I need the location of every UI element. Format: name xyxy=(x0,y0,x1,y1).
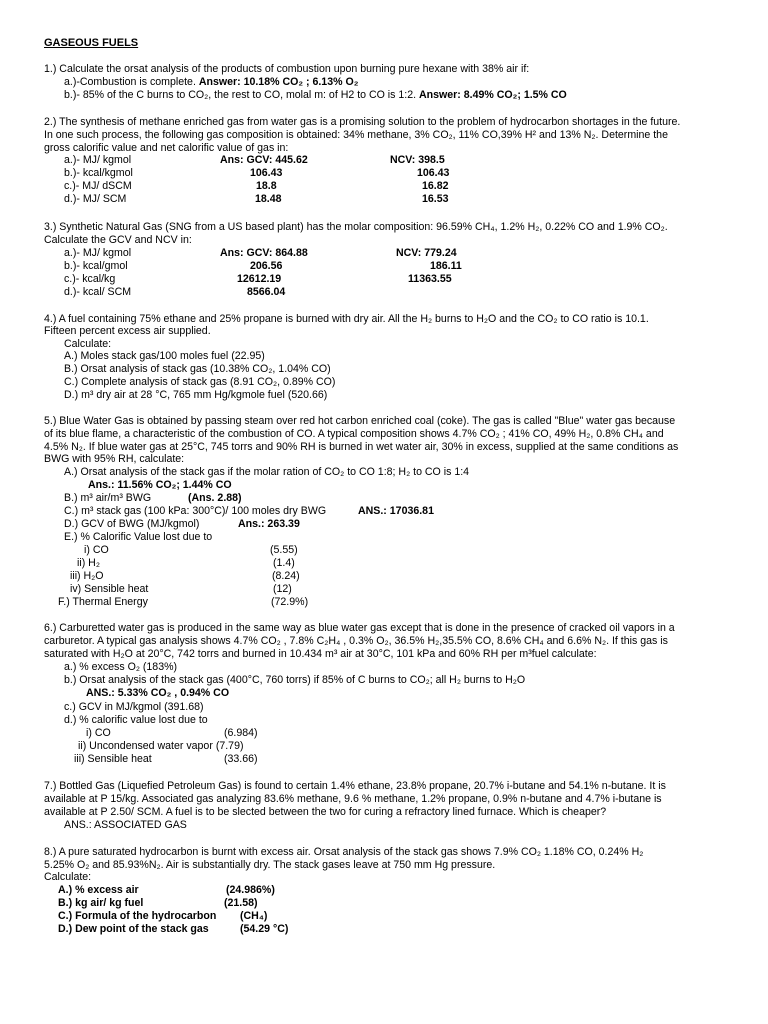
problem-5-e-item: iv) Sensible heat (12) xyxy=(70,583,292,595)
problem-4-item: D.) m³ dry air at 28 °C, 765 mm Hg/kgmole fuel (520.66) xyxy=(64,389,328,401)
problem-8-item: B.) kg air/ kg fuel (21.58) xyxy=(58,897,258,909)
problem-2-row: d.)- MJ/ SCM 18.48 16.53 xyxy=(64,193,449,205)
problem-6-d-item: ii) Uncondensed water vapor (7.79) xyxy=(78,740,244,752)
problem-5-e-item: i) CO (5.55) xyxy=(84,544,298,556)
problem-6-line: 6.) Carburetted water gas is produced in the same way as blue water gas except that is done in the presence of cracked oil vapors in a xyxy=(44,622,675,634)
problem-8-item: C.) Formula of the hydrocarbon (CH₄) xyxy=(58,910,268,922)
problem-3-line: 3.) Synthetic Natural Gas (SNG from a US based plant) has the molar composition: 96.59% CH₄, 1.2% H₂, 0.22% CO and 1.9% CO₂. xyxy=(44,221,668,233)
problem-7-line: available at P 15/kg. Associated gas analyzing 83.6% methane, 9.6 % methane, 1.2% propane, 0.9% n-butane and 4.7% i-butane is xyxy=(44,793,662,805)
problem-8-line: 5.25% O₂ and 85.93%N₂. Air is substantially dry. The stack gases leave at 750 mm Hg pressure. xyxy=(44,859,496,871)
problem-2-row: c.)- MJ/ dSCM 18.8 16.82 xyxy=(64,180,449,192)
problem-2-row: a.)- MJ/ kgmol Ans: GCV: 445.62 NCV: 398.5 xyxy=(64,154,445,166)
problem-5-line: 4.5% N₂. If blue water gas at 25°C, 745 torrs and 90% RH is burned in wet water air, 30% in excess, supplied at the same conditions as xyxy=(44,441,679,453)
problem-3-row: c.)- kcal/kg 12612.19 11363.55 xyxy=(64,273,452,285)
problem-4-calculate: Calculate: xyxy=(64,338,112,350)
problem-5-line: of its blue flame, a characteristic of the combustion of CO. A typical composition shows 4.7% CO₂ ; 41% CO, 49% H₂, 0.8% CH₄ and xyxy=(44,428,664,440)
problem-4-line: 4.) A fuel containing 75% ethane and 25% propane is burned with dry air. All the H₂ burns to H₂O and the CO₂ to CO ratio is 10.1. xyxy=(44,313,649,325)
problem-2-row: b.)- kcal/kgmol 106.43 106.43 xyxy=(64,167,450,179)
problem-4-item: A.) Moles stack gas/100 moles fuel (22.95) xyxy=(64,350,265,362)
problem-6-line: saturated with H₂O at 20°C, 742 torrs and burned in 10.434 m³ air at 30°C, 101 kPa and 60% RH per m³fuel calculate: xyxy=(44,648,597,660)
problem-1-answer-a: Answer: 10.18% CO₂ ; 6.13% O₂ xyxy=(198,76,359,88)
problem-7-line: available at P 2.50/ SCM. A fuel is to be slected between the two for curing a refractory lined furnace. Which is cheaper? xyxy=(44,806,607,818)
problem-6-part-d: d.) % calorific value lost due to xyxy=(64,714,208,726)
problem-4-item: C.) Complete analysis of stack gas (8.91 CO₂, 0.89% CO) xyxy=(64,376,336,388)
problem-5-e-item: iii) H₂O (8.24) xyxy=(70,570,300,582)
problem-2-line: 2.) The synthesis of methane enriched gas from water gas is a promising solution to the problem of hydrocarbon shortages in the future. xyxy=(44,116,681,128)
problem-5-part-a: A.) Orsat analysis of the stack gas if the molar ration of CO₂ to CO 1:8; H₂ to CO is 1:4 xyxy=(64,466,470,478)
problem-5-answer-a: Ans.: 11.56% CO₂; 1.44% CO xyxy=(88,479,232,491)
problem-8-line: 8.) A pure saturated hydrocarbon is burnt with excess air. Orsat analysis of the stack gas shows 7.9% CO₂ 1.18% CO, 0.24% H₂ xyxy=(44,846,644,858)
problem-6-d-item: iii) Sensible heat (33.66) xyxy=(74,753,258,765)
problem-3-row: a.)- MJ/ kgmol Ans: GCV: 864.88 NCV: 779.24 xyxy=(64,247,457,259)
problem-8-calculate: Calculate: xyxy=(44,871,92,883)
problem-3-row: d.)- kcal/ SCM 8566.04 xyxy=(64,286,286,298)
problem-7-answer: ANS.: ASSOCIATED GAS xyxy=(64,819,187,831)
problem-2-line: In one such process, the following gas composition is obtained: 34% methane, 3% CO₂, 11% CO,39% H² and 13% N₂. Determine the xyxy=(44,129,668,141)
problem-3-line: Calculate the GCV and NCV in: xyxy=(44,234,192,246)
problem-1-part-a: a.)-Combustion is complete. Answer: 10.18% CO₂ ; 6.13% O₂ xyxy=(64,76,359,88)
problem-5-part-e: E.) % Calorific Value lost due to xyxy=(64,531,213,543)
problem-5-e-item: ii) H₂ (1.4) xyxy=(77,557,295,569)
problem-6-line: carburetor. A typical gas analysis shows 4.7% CO₂ , 7.8% C₂H₄ , 0.3% O₂, 36.5% H₂,35.5% CO, 8.6% CH₄ and 6.6% N₂. If this gas is xyxy=(44,635,668,647)
problem-1-answer-b: Answer: 8.49% CO₂; 1.5% CO xyxy=(419,89,567,101)
problem-5-part-d: D.) GCV of BWG (MJ/kgmol) Ans.: 263.39 xyxy=(64,518,300,530)
problem-5-line: BWG with 95% RH, calculate: xyxy=(44,453,185,465)
problem-6-part-c: c.) GCV in MJ/kgmol (391.68) xyxy=(64,701,204,713)
problem-3-row: b.)- kcal/gmol 206.56 186.11 xyxy=(64,260,462,272)
problem-7-line: 7.) Bottled Gas (Liquefied Petroleum Gas) is found to certain 1.4% ethane, 23.8% propane, 20.7% i-butane and 54.1% n-butane. It is xyxy=(44,780,666,792)
problem-5-part-b: B.) m³ air/m³ BWG (Ans. 2.88) xyxy=(64,492,242,504)
problem-6-part-b: b.) Orsat analysis of the stack gas (400°C, 760 torrs) if 85% of C burns to CO₂; all H₂ burns to H₂O xyxy=(64,674,526,686)
problem-6-answer-b: ANS.: 5.33% CO₂ , 0.94% CO xyxy=(86,687,230,699)
page-title: GASEOUS FUELS xyxy=(44,37,139,49)
problem-5-part-c: C.) m³ stack gas (100 kPa: 300°C)/ 100 moles dry BWG ANS.: 17036.81 xyxy=(64,505,434,517)
problem-6-part-a: a.) % excess O₂ (183%) xyxy=(64,661,178,673)
problem-8-item: D.) Dew point of the stack gas (54.29 °C) xyxy=(58,923,289,935)
problem-1-part-b: b.)- 85% of the C burns to CO₂, the rest to CO, molal m: of H2 to CO is 1:2. Answer: 8.49% CO₂; 1.5% CO xyxy=(64,89,567,101)
problem-5-line: 5.) Blue Water Gas is obtained by passing steam over red hot carbon enriched coal (coke). The gas is called "Blue" water gas because xyxy=(44,415,676,427)
problem-8-item: A.) % excess air (24.986%) xyxy=(58,884,275,896)
problem-4-line: Fifteen percent excess air supplied. xyxy=(44,325,211,337)
problem-4-item: B.) Orsat analysis of stack gas (10.38% CO₂, 1.04% CO) xyxy=(64,363,331,375)
problem-2-line: gross calorific value and net calorific value of gas in: xyxy=(44,142,289,154)
problem-6-d-item: i) CO (6.984) xyxy=(86,727,258,739)
problem-1-question: 1.) Calculate the orsat analysis of the products of combustion upon burning pure hexane with 38% air if: xyxy=(44,63,530,75)
problem-5-part-f: F.) Thermal Energy (72.9%) xyxy=(58,596,309,608)
